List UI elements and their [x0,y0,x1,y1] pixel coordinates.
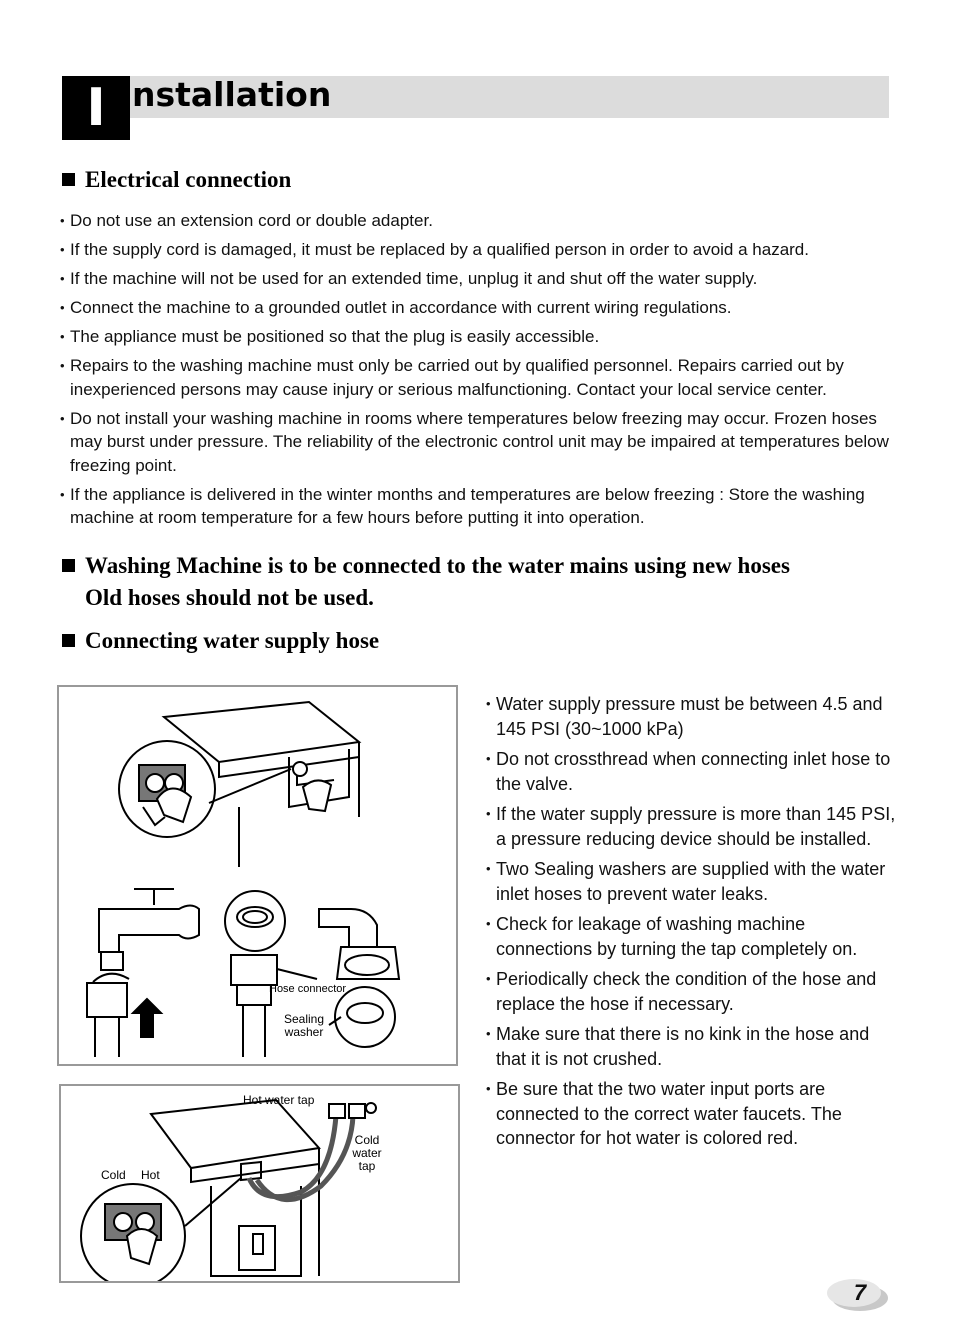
page-number-badge [818,1278,888,1312]
hot-water-tap-label: Hot water tap [243,1093,315,1107]
page-number: 7 [853,1280,867,1305]
list-item: • Connect the machine to a grounded outlet in accordance with current wiring regulations. [60,296,905,320]
cold-water-tap-label: Cold water tap [352,1133,382,1173]
list-item: • Check for leakage of washing machine connections by turning the tap completely on. [486,912,896,961]
list-item: • Repairs to the washing machine must only be carried out by qualified personnel. Repairs carried out by inexperienced persons may cause injury or serious malfunctioning. Contact your local service center. [60,354,905,401]
list-item: • If the appliance is delivered in the winter months and temperatures are below freezing : Store the washing machine at room temperature for a few hours before putting it into operation. [60,483,905,530]
list-item: • Do not crossthread when connecting inlet hose to the valve. [486,747,896,796]
washer-inlet-illustration [59,687,456,1064]
heading-electrical: Electrical connection [62,164,291,196]
list-item: • Do not use an extension cord or double adapter. [60,209,905,233]
heading-water-mains: Washing Machine is to be connected to the water mains using new hoses Old hoses should not be used. [62,550,922,614]
square-bullet-icon [62,559,75,572]
hose-connector-label: Hose connector [269,983,347,995]
tap-hoses-illustration [61,1086,458,1281]
list-item: • Periodically check the condition of the hose and replace the hose if necessary. [486,967,896,1016]
list-item: • Two Sealing washers are supplied with the water inlet hoses to prevent water leaks. [486,857,896,906]
page-title: nstallation [132,75,332,114]
square-bullet-icon [62,634,75,647]
hot-port-label: Hot [141,1168,160,1182]
list-item: • Do not install your washing machine in rooms where temperatures below freezing may occur. Frozen hoses may burst under pressure. The reliability of the electronic control unit may be impaired at temperatures below freezing point. [60,407,905,478]
list-item: • If the supply cord is damaged, it must be replaced by a qualified person in order to avoid a hazard. [60,238,905,262]
title-initial: I [62,76,130,140]
cold-port-label: Cold [101,1168,126,1182]
square-bullet-icon [62,173,75,186]
electrical-list [60,209,905,535]
list-item: • If the water supply pressure is more than 145 PSI, a pressure reducing device should be installed. [486,802,896,851]
figure-inlet-connection [57,685,458,1066]
list-item: • If the machine will not be used for an extended time, unplug it and shut off the water supply. [60,267,905,291]
list-item: • The appliance must be positioned so that the plug is easily accessible. [60,325,905,349]
heading-supply-hose: Connecting water supply hose [62,625,379,657]
supply-hose-list [486,692,896,1157]
figure-tap-connection [59,1084,460,1283]
list-item: • Be sure that the two water input ports are connected to the correct water faucets. The connector for hot water is colored red. [486,1077,896,1151]
sealing-washer-label: Sealing washer [283,1012,325,1039]
list-item: • Make sure that there is no kink in the hose and that it is not crushed. [486,1022,896,1071]
list-item: • Water supply pressure must be between 4.5 and 145 PSI (30~1000 kPa) [486,692,896,741]
